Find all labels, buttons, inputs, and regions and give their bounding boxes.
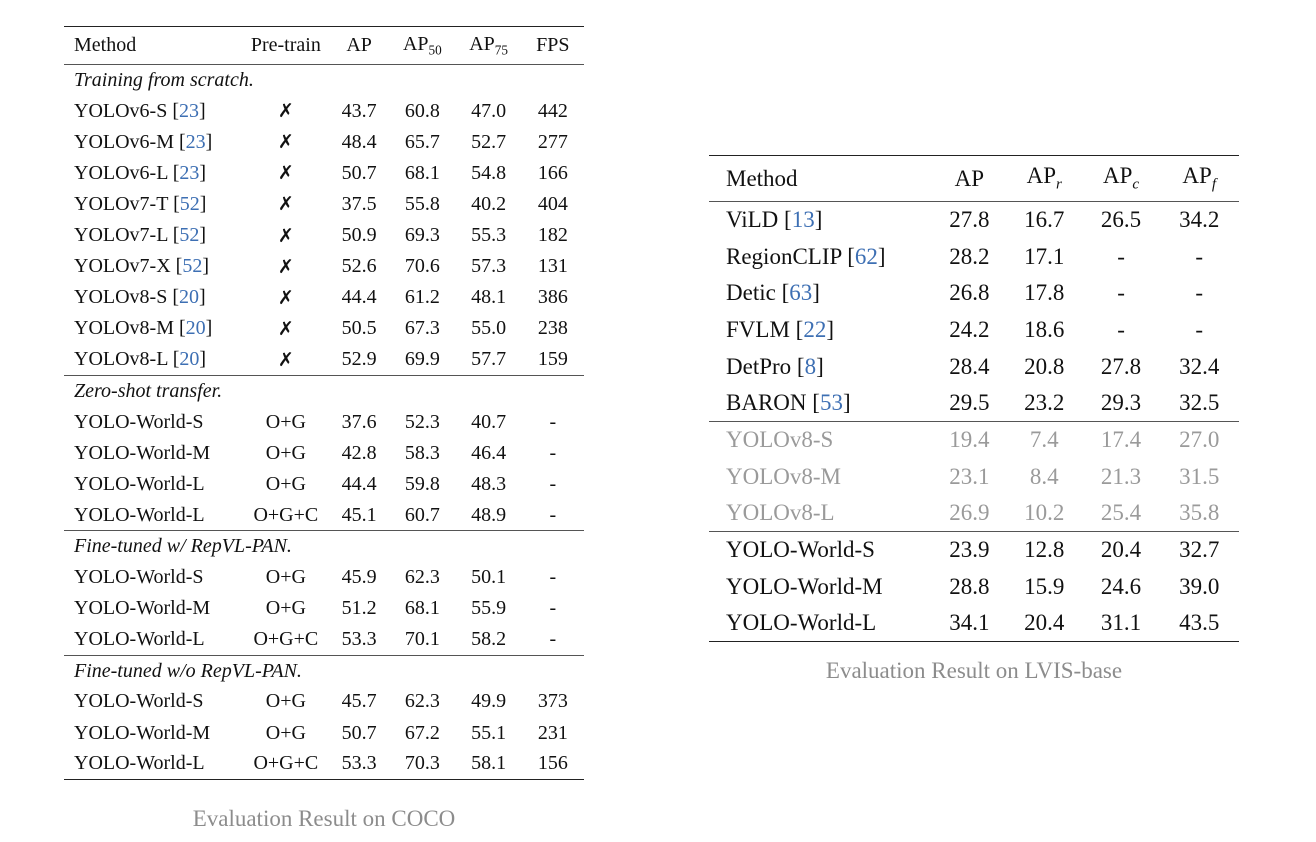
method-name: YOLO-World-L (726, 610, 877, 636)
method-cell (709, 568, 933, 605)
apc-cell: 21.3 (1100, 463, 1142, 489)
method-name: YOLO-World-S (74, 410, 204, 433)
apf-cell: 27.0 (1159, 422, 1239, 459)
fps-cell: 231 (537, 721, 568, 744)
method-cell (709, 458, 933, 495)
ap50-cell: 69.3 (404, 224, 440, 247)
lvis-caption: Evaluation Result on LVIS-base (825, 658, 1123, 683)
method-cell (64, 749, 243, 780)
ap-cell: 51.2 (341, 597, 377, 620)
method-name: Detic (726, 280, 776, 306)
method-name: YOLO-World-L (74, 627, 205, 650)
table-row (64, 282, 584, 313)
fps-cell: 131 (537, 255, 568, 278)
method-name: YOLOv6-S (74, 99, 168, 122)
method-cell (64, 469, 243, 500)
ap75-cell: 58.1 (455, 749, 521, 780)
ap-cell: 23.9 (933, 532, 1006, 569)
fps-cell: - (549, 472, 557, 495)
ap-cell: 53.3 (341, 627, 377, 650)
ap-cell: 26.9 (949, 500, 990, 526)
ap-cell: 52.6 (341, 255, 377, 278)
col-ap-header: AP (329, 27, 389, 65)
method-name: YOLOv8-S (726, 427, 834, 453)
fps-cell: 156 (522, 749, 584, 780)
ap75-cell: 54.8 (471, 161, 507, 184)
method-name: YOLO-World-S (726, 537, 875, 563)
apf-cell: 32.4 (1179, 353, 1220, 379)
table-row (64, 500, 584, 531)
apr-cell: 8.4 (1029, 463, 1059, 489)
ap75-cell: 50.1 (471, 566, 507, 589)
ap50-cell: 61.2 (404, 286, 440, 309)
method-cell: YOLOv6-S [23] (74, 99, 206, 122)
table-row (709, 605, 1239, 642)
ap75-cell: 57.3 (471, 255, 507, 278)
ap50-cell: 62.3 (404, 566, 440, 589)
method-name: RegionCLIP (726, 243, 842, 269)
citation-link[interactable]: 23 (179, 161, 200, 184)
method-cell (64, 624, 243, 655)
apr-cell: 23.2 (1024, 390, 1065, 416)
ap-cell: 45.7 (341, 690, 377, 713)
citation-link[interactable]: 52 (182, 255, 203, 278)
section-title: Fine-tuned w/ RepVL-PAN. (64, 531, 584, 562)
ap75-cell: 55.3 (471, 224, 507, 247)
citation-link[interactable]: 22 (803, 316, 827, 342)
fps-cell: - (549, 566, 557, 589)
fps-cell: - (549, 627, 557, 650)
coco-table-body (64, 65, 584, 780)
citation-link[interactable]: 20 (185, 317, 206, 340)
ap75-cell: 48.3 (471, 472, 507, 495)
ap75-cell: 40.2 (471, 192, 507, 215)
method-name: YOLOv7-X (74, 255, 171, 278)
method-cell: FVLM [22] (726, 316, 834, 342)
method-name: YOLOv7-L (74, 224, 168, 247)
method-cell (64, 593, 243, 624)
method-cell (64, 562, 243, 593)
section-row (64, 65, 584, 96)
apc-cell: 26.5 (1083, 202, 1160, 239)
citation-link[interactable]: 20 (179, 348, 200, 371)
table-row (64, 96, 584, 127)
ap75-cell: 48.1 (471, 286, 507, 309)
apc-cell: 17.4 (1083, 422, 1160, 459)
table-row (64, 749, 584, 780)
col-ap75-header: $AP_{75}$ (455, 27, 521, 65)
fps-cell: 277 (537, 130, 568, 153)
method-cell: YOLOv6-M [23] (74, 130, 213, 153)
ap-cell: 23.1 (949, 463, 990, 489)
apf-cell: 39.0 (1179, 573, 1220, 599)
method-name: YOLOv8-L (74, 348, 168, 371)
citation-link[interactable]: 52 (179, 224, 200, 247)
ap75-cell: 55.0 (471, 317, 507, 340)
ap-cell: 19.4 (933, 422, 1006, 459)
method-cell (709, 422, 933, 459)
citation-link[interactable]: 52 (179, 192, 200, 215)
fps-cell: 404 (537, 192, 568, 215)
apc-cell: 31.1 (1083, 605, 1160, 642)
ap-cell: 50.5 (341, 317, 377, 340)
section-row (64, 531, 584, 562)
table-row (64, 313, 584, 344)
apf-cell: - (1195, 243, 1204, 269)
apf-cell: 31.5 (1179, 463, 1220, 489)
apr-cell: 20.8 (1024, 353, 1065, 379)
citation-link[interactable]: 13 (791, 207, 815, 233)
ap-cell: 52.9 (341, 348, 377, 371)
pretrain-cell: ✗ (277, 255, 294, 278)
ap50-cell: 70.1 (404, 627, 440, 650)
section-row (64, 655, 584, 686)
method-cell: YOLOv7-L [52] (74, 224, 207, 247)
method-name: YOLOv8-M (74, 317, 174, 340)
table-row (64, 438, 584, 469)
col-method-header: Method (709, 156, 933, 202)
pretrain-cell: ✗ (277, 162, 294, 185)
table-row (709, 532, 1239, 569)
ap-cell: 50.7 (341, 721, 377, 744)
section-title: Fine-tuned w/o RepVL-PAN. (64, 655, 584, 686)
apr-cell: 18.6 (1024, 316, 1065, 342)
coco-caption: Evaluation Result on COCO (192, 806, 456, 831)
section-title: Zero-shot transfer. (64, 375, 584, 406)
table-row (64, 624, 584, 655)
method-name: YOLO-World-L (74, 472, 205, 495)
method-name: YOLO-World-M (74, 721, 211, 744)
method-cell (64, 407, 243, 438)
ap50-cell: 68.1 (404, 161, 440, 184)
coco-results-table (64, 26, 584, 780)
apr-cell: 7.4 (1006, 422, 1083, 459)
apf-cell: 32.5 (1179, 390, 1220, 416)
method-name: BARON (726, 390, 807, 416)
ap75-cell: 52.7 (471, 130, 507, 153)
method-name: YOLOv6-L (74, 161, 168, 184)
method-name: YOLOv8-M (726, 463, 841, 489)
apc-cell: - (1117, 243, 1125, 269)
ap-cell: 28.4 (949, 353, 990, 379)
apr-cell: 20.4 (1006, 605, 1083, 642)
col-apr-header: $AP_r$ (1006, 156, 1083, 202)
method-cell (64, 438, 243, 469)
col-fps-header: FPS (522, 27, 584, 65)
method-name: YOLOv6-M (74, 130, 174, 153)
ap75-cell: 55.9 (471, 597, 507, 620)
lvis-table-body (709, 202, 1239, 642)
pretrain-cell: O+G+C (243, 749, 329, 780)
pretrain-cell: O+G (265, 410, 306, 433)
ap-cell: 45.9 (341, 566, 377, 589)
method-name: YOLOv7-T (74, 192, 169, 215)
apf-cell: 32.7 (1159, 532, 1239, 569)
ap-cell: 24.2 (949, 316, 990, 342)
apr-cell: 17.8 (1024, 280, 1065, 306)
method-name: YOLOv8-L (726, 500, 835, 526)
method-cell: YOLOv7-T [52] (74, 192, 207, 215)
pretrain-cell: O+G+C (253, 503, 319, 526)
ap-cell: 44.4 (341, 286, 377, 309)
fps-cell: 238 (537, 317, 568, 340)
ap50-cell: 65.7 (404, 130, 440, 153)
ap-cell: 48.4 (341, 130, 377, 153)
method-cell (709, 532, 933, 569)
pretrain-cell: O+G (265, 441, 306, 464)
ap50-cell: 58.3 (404, 441, 440, 464)
apc-cell: - (1117, 280, 1125, 306)
method-cell (709, 495, 933, 532)
apr-cell: 10.2 (1024, 500, 1065, 526)
table-row (709, 385, 1239, 422)
method-name: YOLO-World-L (74, 752, 205, 775)
ap-cell: 34.1 (933, 605, 1006, 642)
ap50-cell: 59.8 (404, 472, 440, 495)
apc-cell: 29.3 (1100, 390, 1142, 416)
apf-cell: 35.8 (1179, 500, 1220, 526)
ap50-cell: 62.3 (404, 690, 440, 713)
ap75-cell: 57.7 (471, 348, 507, 371)
table-row (709, 568, 1239, 605)
pretrain-cell: O+G (265, 472, 306, 495)
apf-cell: 34.2 (1159, 202, 1239, 239)
fps-cell: 373 (537, 690, 568, 713)
pretrain-cell: O+G (265, 721, 306, 744)
method-name: YOLO-World-S (74, 566, 204, 589)
citation-link[interactable]: 20 (179, 286, 200, 309)
ap75-cell: 40.7 (471, 410, 507, 433)
ap75-cell: 49.9 (471, 690, 507, 713)
table-row (709, 275, 1239, 312)
coco-header-row (64, 27, 584, 65)
col-apf-header: $AP_f$ (1159, 156, 1239, 202)
ap-cell: 50.9 (341, 224, 377, 247)
ap75-cell: 48.9 (471, 503, 507, 526)
method-name: YOLO-World-S (74, 690, 204, 713)
method-name: DetPro (726, 353, 792, 379)
apf-cell: - (1195, 316, 1204, 342)
table-row (709, 458, 1239, 495)
ap50-cell: 60.8 (404, 99, 440, 122)
apc-cell: 25.4 (1100, 500, 1142, 526)
ap-cell: 26.8 (949, 280, 990, 306)
method-cell: RegionCLIP [62] (726, 243, 886, 269)
method-cell: YOLOv8-S [20] (74, 286, 206, 309)
col-ap-header: AP (933, 156, 1006, 202)
lvis-header-row (709, 156, 1239, 202)
method-name: YOLO-World-M (74, 441, 211, 464)
table-row (709, 348, 1239, 385)
pretrain-cell: O+G (265, 597, 306, 620)
ap-cell: 53.3 (329, 749, 389, 780)
apr-cell: 15.9 (1024, 573, 1065, 599)
citation-link[interactable]: 8 (804, 353, 817, 379)
citation-link[interactable]: 23 (185, 130, 206, 153)
fps-cell: 166 (537, 161, 568, 184)
table-row (64, 686, 584, 717)
ap50-cell: 55.8 (404, 192, 440, 215)
apc-cell: 24.6 (1100, 573, 1142, 599)
ap50-cell: 70.3 (389, 749, 455, 780)
table-row (64, 407, 584, 438)
ap-cell: 42.8 (341, 441, 377, 464)
method-cell (64, 500, 243, 531)
table-row (64, 469, 584, 500)
ap75-cell: 58.2 (471, 627, 507, 650)
pretrain-cell: O+G+C (253, 627, 319, 650)
table-row (709, 312, 1239, 349)
col-pretrain-header: Pre-train (243, 27, 329, 65)
ap50-cell: 70.6 (404, 255, 440, 278)
table-row (64, 593, 584, 624)
ap-cell: 28.8 (949, 573, 990, 599)
method-name: YOLO-World-L (74, 503, 205, 526)
ap-cell: 29.5 (949, 390, 990, 416)
ap-cell: 37.6 (341, 410, 377, 433)
method-name: YOLO-World-M (74, 597, 211, 620)
ap-cell: 43.7 (341, 99, 377, 122)
fps-cell: - (549, 597, 557, 620)
method-cell (709, 605, 933, 642)
pretrain-cell: O+G (265, 690, 306, 713)
method-name: ViLD (726, 207, 779, 233)
lvis-results-table (709, 155, 1239, 642)
citation-link[interactable]: 23 (179, 99, 200, 122)
ap-cell: 37.5 (341, 192, 377, 215)
ap75-cell: 55.1 (471, 721, 507, 744)
ap75-cell: 47.0 (471, 99, 507, 122)
table-row (64, 158, 584, 189)
method-cell (64, 717, 243, 748)
fps-cell: - (549, 410, 557, 433)
pretrain-cell: ✗ (277, 224, 294, 247)
section-row (64, 375, 584, 406)
col-method-header: Method (64, 27, 243, 65)
method-name: YOLOv8-S (74, 286, 168, 309)
method-cell (64, 686, 243, 717)
method-name: YOLO-World-M (726, 573, 883, 599)
fps-cell: - (549, 503, 557, 526)
method-cell: Detic [63] (726, 280, 820, 306)
apc-cell: 20.4 (1083, 532, 1160, 569)
apf-cell: - (1195, 280, 1204, 306)
fps-cell: 159 (537, 348, 568, 371)
fps-cell: 182 (537, 224, 568, 247)
method-cell: BARON [53] (726, 390, 851, 416)
method-cell: YOLOv8-M [20] (74, 317, 213, 340)
table-row (64, 344, 584, 375)
ap-cell: 44.4 (341, 472, 377, 495)
ap75-cell: 46.4 (471, 441, 507, 464)
table-row (64, 189, 584, 220)
pretrain-cell: ✗ (277, 193, 294, 216)
ap-cell: 28.2 (949, 243, 990, 269)
table-row (709, 422, 1239, 459)
method-cell: YOLOv8-L [20] (74, 348, 207, 371)
ap-cell: 50.7 (341, 161, 377, 184)
pretrain-cell: O+G (265, 566, 306, 589)
pretrain-cell: ✗ (277, 286, 294, 309)
method-cell: YOLOv7-X [52] (74, 255, 209, 278)
method-cell: ViLD [13] (709, 202, 933, 239)
table-row (709, 202, 1239, 239)
fps-cell: 442 (537, 99, 568, 122)
fps-cell: 386 (537, 286, 568, 309)
pretrain-cell: ✗ (277, 317, 294, 340)
ap-cell: 27.8 (933, 202, 1006, 239)
pretrain-cell: ✗ (277, 348, 294, 371)
table-row (64, 220, 584, 251)
table-row (64, 562, 584, 593)
apr-cell: 16.7 (1006, 202, 1083, 239)
citation-link[interactable]: 53 (819, 390, 843, 416)
apc-cell: 27.8 (1100, 353, 1142, 379)
ap50-cell: 67.2 (404, 721, 440, 744)
ap50-cell: 67.3 (404, 317, 440, 340)
ap50-cell: 68.1 (404, 597, 440, 620)
pretrain-cell: ✗ (277, 131, 294, 154)
apr-cell: 12.8 (1006, 532, 1083, 569)
fps-cell: - (549, 441, 557, 464)
table-row (64, 717, 584, 748)
table-row (64, 251, 584, 282)
ap-cell: 45.1 (341, 503, 377, 526)
citation-link[interactable]: 62 (854, 243, 878, 269)
method-cell: YOLOv6-L [23] (74, 161, 207, 184)
apr-cell: 17.1 (1024, 243, 1065, 269)
pretrain-cell: ✗ (277, 100, 294, 123)
method-cell: DetPro [8] (726, 353, 824, 379)
col-ap50-header: $AP_{50}$ (389, 27, 455, 65)
citation-link[interactable]: 63 (789, 280, 813, 306)
table-row (64, 127, 584, 158)
apf-cell: 43.5 (1159, 605, 1239, 642)
apc-cell: - (1117, 316, 1125, 342)
ap50-cell: 60.7 (404, 503, 440, 526)
ap50-cell: 69.9 (404, 348, 440, 371)
section-title: Training from scratch. (74, 68, 254, 91)
method-name: FVLM (726, 316, 790, 342)
table-row (709, 238, 1239, 275)
col-apc-header: $AP_c$ (1083, 156, 1160, 202)
table-row (709, 495, 1239, 532)
ap50-cell: 52.3 (404, 410, 440, 433)
